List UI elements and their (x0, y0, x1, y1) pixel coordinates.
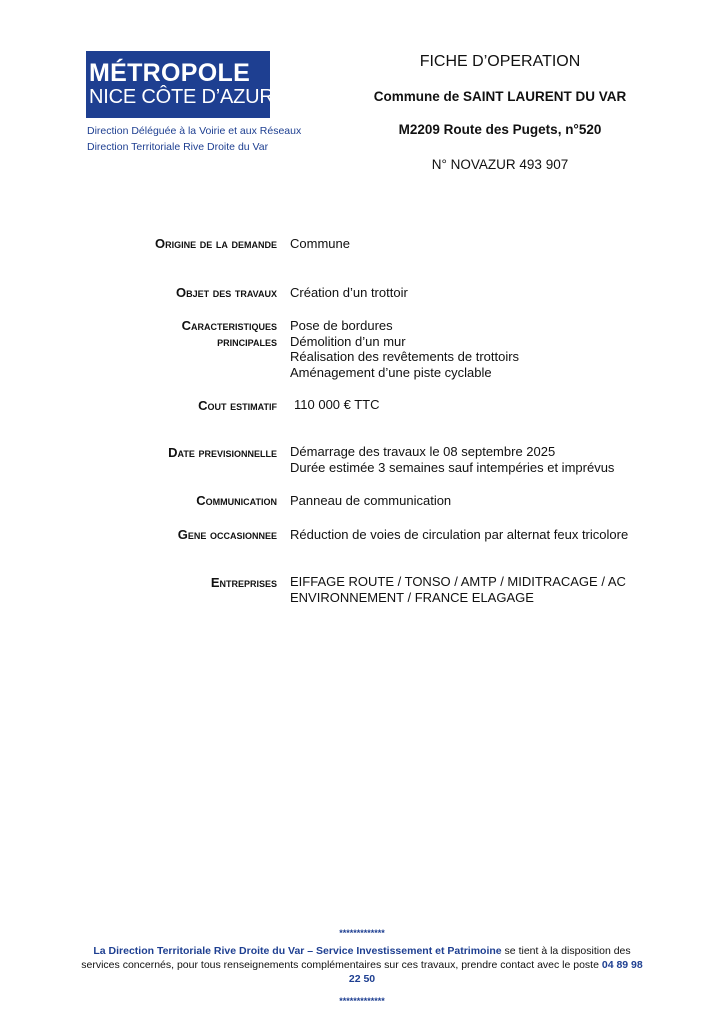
route-heading: M2209 Route des Pugets, n°520 (398, 122, 602, 137)
direction-deleguee: Direction Déléguée à la Voirie et aux Réseaux (87, 125, 302, 137)
list-item: Pose de bordures (290, 318, 393, 333)
gene-label: Gene occasionnee (177, 527, 277, 542)
list-item: ENVIRONNEMENT / FRANCE ELAGAGE (290, 589, 534, 605)
cout-value: 110 000 € TTC (294, 397, 380, 412)
communication-value: Panneau de communication (290, 493, 452, 508)
metropole-logo (86, 51, 274, 118)
date-label: Date previsionnelle (168, 445, 277, 460)
caracteristiques-label-line1: Caracteristiques (181, 318, 277, 333)
caracteristiques-label-line2: principales (217, 334, 277, 349)
footer-phone: 04 89 98 22 50 (348, 959, 643, 985)
objet-value: Création d’un trottoir (290, 285, 408, 300)
footer-org: La Direction Territoriale Rive Droite du Var – Service Investissement et Patrimoine (93, 945, 502, 957)
caracteristiques-list (290, 318, 650, 380)
footer-text: se tient à la disposition des services concernés, pour tous renseignements complémentaires sur ces travaux, prendre contact avec le poste (81, 945, 631, 971)
direction-territoriale: Direction Territoriale Rive Droite du Var (87, 141, 269, 153)
list-item: Réalisation des revêtements de trottoirs (290, 349, 520, 364)
entreprises-list (290, 574, 650, 605)
list-item: Aménagement d’une piste cyclable (290, 364, 492, 380)
origine-label: Origine de la demande (155, 236, 277, 251)
logo-title: MÉTROPOLE (89, 59, 251, 87)
novazur-number: N° NOVAZUR 493 907 (431, 157, 569, 172)
list-item: Durée estimée 3 semaines sauf intempéries et imprévus (290, 459, 615, 475)
footer-contact-text (80, 944, 644, 986)
objet-label: Objet des travaux (175, 285, 277, 300)
date-list (290, 444, 650, 475)
gene-value: Réduction de voies de circulation par alternat feux tricolore (290, 527, 629, 542)
document-title: FICHE D’OPERATION (419, 53, 581, 70)
communication-label: Communication (196, 493, 277, 508)
caracteristiques-label (182, 318, 277, 350)
cout-label: Cout estimatif (198, 398, 277, 413)
footer-stars-top: ************* (339, 928, 385, 938)
entreprises-label: Entreprises (210, 575, 277, 590)
commune-heading: Commune de SAINT LAURENT DU VAR (373, 89, 627, 104)
list-item: Démarrage des travaux le 08 septembre 2025 (290, 444, 556, 459)
footer-stars-bottom: ************* (339, 996, 385, 1006)
list-item: Démolition d’un mur (290, 333, 406, 349)
logo-subtitle: NICE CÔTE D’AZUR (89, 86, 274, 108)
origine-value: Commune (290, 236, 350, 251)
list-item: EIFFAGE ROUTE / TONSO / AMTP / MIDITRACAGE / AC (290, 574, 626, 589)
